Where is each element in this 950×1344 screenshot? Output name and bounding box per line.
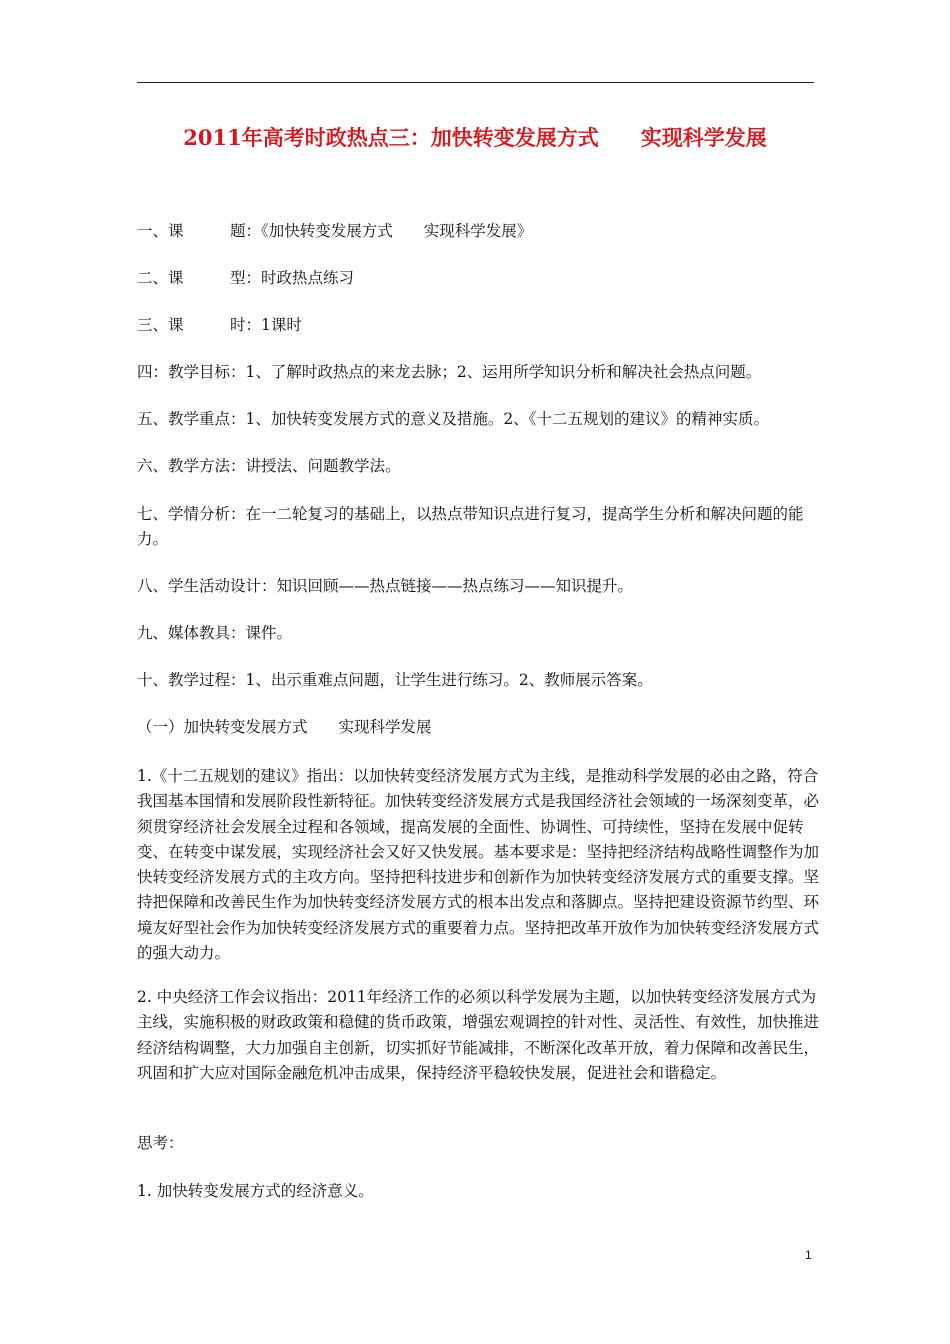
item-hours: 三、课 时：1课时 xyxy=(137,316,302,334)
page-number: 1 xyxy=(805,1248,812,1262)
paragraph-1: 1.《十二五规划的建议》指出：以加快转变经济发展方式为主线，是推动科学发展的必由之路，符合我国基本国情和发展阶段性新特征。加快转变经济发展方式是我国经济社会领域的一场深刻变革，必须贯穿经济社会发展全过程和各领域，提高发展的全面性、协调性、可持续性，坚持在发展中促转变、在转变中谋发展，实现经济社会又好又快发展。基本要求是：坚持把经济结构战略性调整作为加快转变经济发展方式的主攻方向。坚持把科技进步和创新作为加快转变经济发展方式的重要支撑。坚持把保障和改善民生作为加快转变经济发展方式的根本出发点和落脚点。坚持把建设资源节约型、环境友好型社会作为加快转变经济发展方式的重要着力点。坚持把改革开放作为加快转变经济发展方式的强大动力。 xyxy=(137,767,820,963)
section-heading: （一）加快转变发展方式 实现科学发展 xyxy=(137,718,432,736)
item-process: 十、教学过程：1、出示重难点问题，让学生进行练习。2、教师展示答案。 xyxy=(137,671,653,689)
question-1: 1. 加快转变发展方式的经济意义。 xyxy=(137,1182,374,1200)
item-media: 九、媒体教具：课件。 xyxy=(137,624,293,642)
item-activity: 八、学生活动设计：知识回顾——热点链接——热点练习——知识提升。 xyxy=(137,577,634,595)
paragraph-2: 2. 中央经济工作会议指出：2011年经济工作的必须以科学发展为主题，以加快转变经济发展方式为主线，实施积极的财政政策和稳健的货币政策，增强宏观调控的针对性、灵活性、有效性，加快推进经济结构调整，大力加强自主创新，切实抓好节能减排，不断深化改革开放，着力保障和改善民生，巩固和扩大应对国际金融危机冲击成果，保持经济平稳较快发展，促进社会和谐稳定。 xyxy=(137,988,820,1082)
document-title: 2011年高考时政热点三：加快转变发展方式 实现科学发展 xyxy=(183,125,767,150)
header-rule xyxy=(137,82,814,83)
think-label: 思考： xyxy=(137,1134,184,1152)
item-type: 二、课 型：时政热点练习 xyxy=(137,269,355,287)
item-analysis: 七、学情分析：在一二轮复习的基础上，以热点带知识点进行复习，提高学生分析和解决问题的能力。 xyxy=(137,505,804,548)
item-methods: 六、教学方法：讲授法、问题教学法。 xyxy=(137,457,401,475)
item-key-points: 五、教学重点：1、加快转变发展方式的意义及措施。2、《十二五规划的建议》的精神实质。 xyxy=(137,410,769,428)
item-goals: 四：教学目标：1、了解时政热点的来龙去脉；2、运用所学知识分析和解决社会热点问题。 xyxy=(137,363,762,381)
item-topic: 一、课 题：《加快转变发展方式 实现科学发展》 xyxy=(137,222,533,240)
